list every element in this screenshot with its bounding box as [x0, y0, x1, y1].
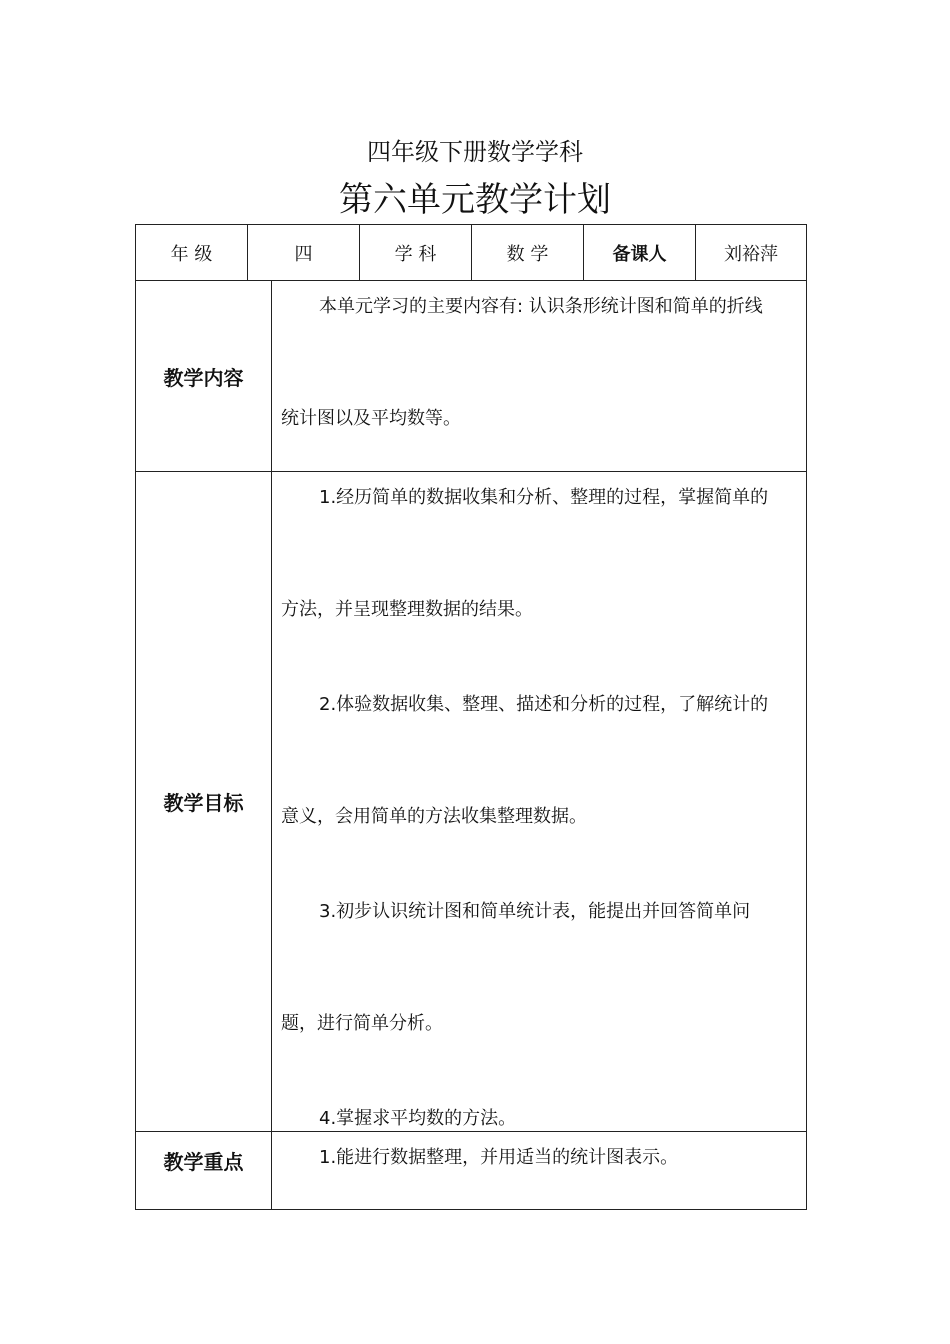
goal-1-line-2: 方法，并呈现整理数据的结果。	[281, 599, 533, 620]
goal-3-line-1: 3.初步认识统计图和简单统计表，能提出并回答简单问	[319, 901, 751, 922]
subject-value: 数 学	[472, 225, 584, 281]
document-subtitle: 四年级下册数学学科	[367, 138, 583, 166]
teaching-plan-table	[135, 224, 807, 1210]
content-cell	[272, 281, 807, 472]
goal-2-line-1: 2.体验数据收集、整理、描述和分析的过程，了解统计的	[319, 694, 769, 715]
goal-4-line-1: 4.掌握求平均数的方法。	[319, 1108, 517, 1129]
focus-label: 教学重点	[136, 1132, 272, 1210]
focus-line-1: 1.能进行数据整理，并用适当的统计图表示。	[319, 1147, 679, 1168]
goals-label: 教学目标	[136, 472, 272, 1132]
content-row	[136, 281, 807, 472]
goal-1-line-1: 1.经历简单的数据收集和分析、整理的过程，掌握简单的	[319, 487, 769, 508]
grade-value: 四	[248, 225, 360, 281]
subject-label: 学 科	[360, 225, 472, 281]
teacher-value: 刘裕萍	[696, 225, 807, 281]
goal-3-line-2: 题，进行简单分析。	[281, 1013, 443, 1034]
content-label: 教学内容	[136, 281, 272, 472]
focus-row	[136, 1132, 807, 1210]
goal-2-line-2: 意义，会用简单的方法收集整理数据。	[281, 806, 587, 827]
focus-cell	[272, 1132, 807, 1210]
document-title: 第六单元教学计划	[339, 180, 611, 220]
grade-label: 年 级	[136, 225, 248, 281]
teacher-label: 备课人	[584, 225, 696, 281]
goals-cell	[272, 472, 807, 1132]
info-row	[136, 225, 807, 281]
content-line-2: 统计图以及平均数等。	[281, 408, 461, 429]
goals-row	[136, 472, 807, 1132]
content-line-1: 本单元学习的主要内容有: 认识条形统计图和简单的折线	[319, 296, 763, 317]
